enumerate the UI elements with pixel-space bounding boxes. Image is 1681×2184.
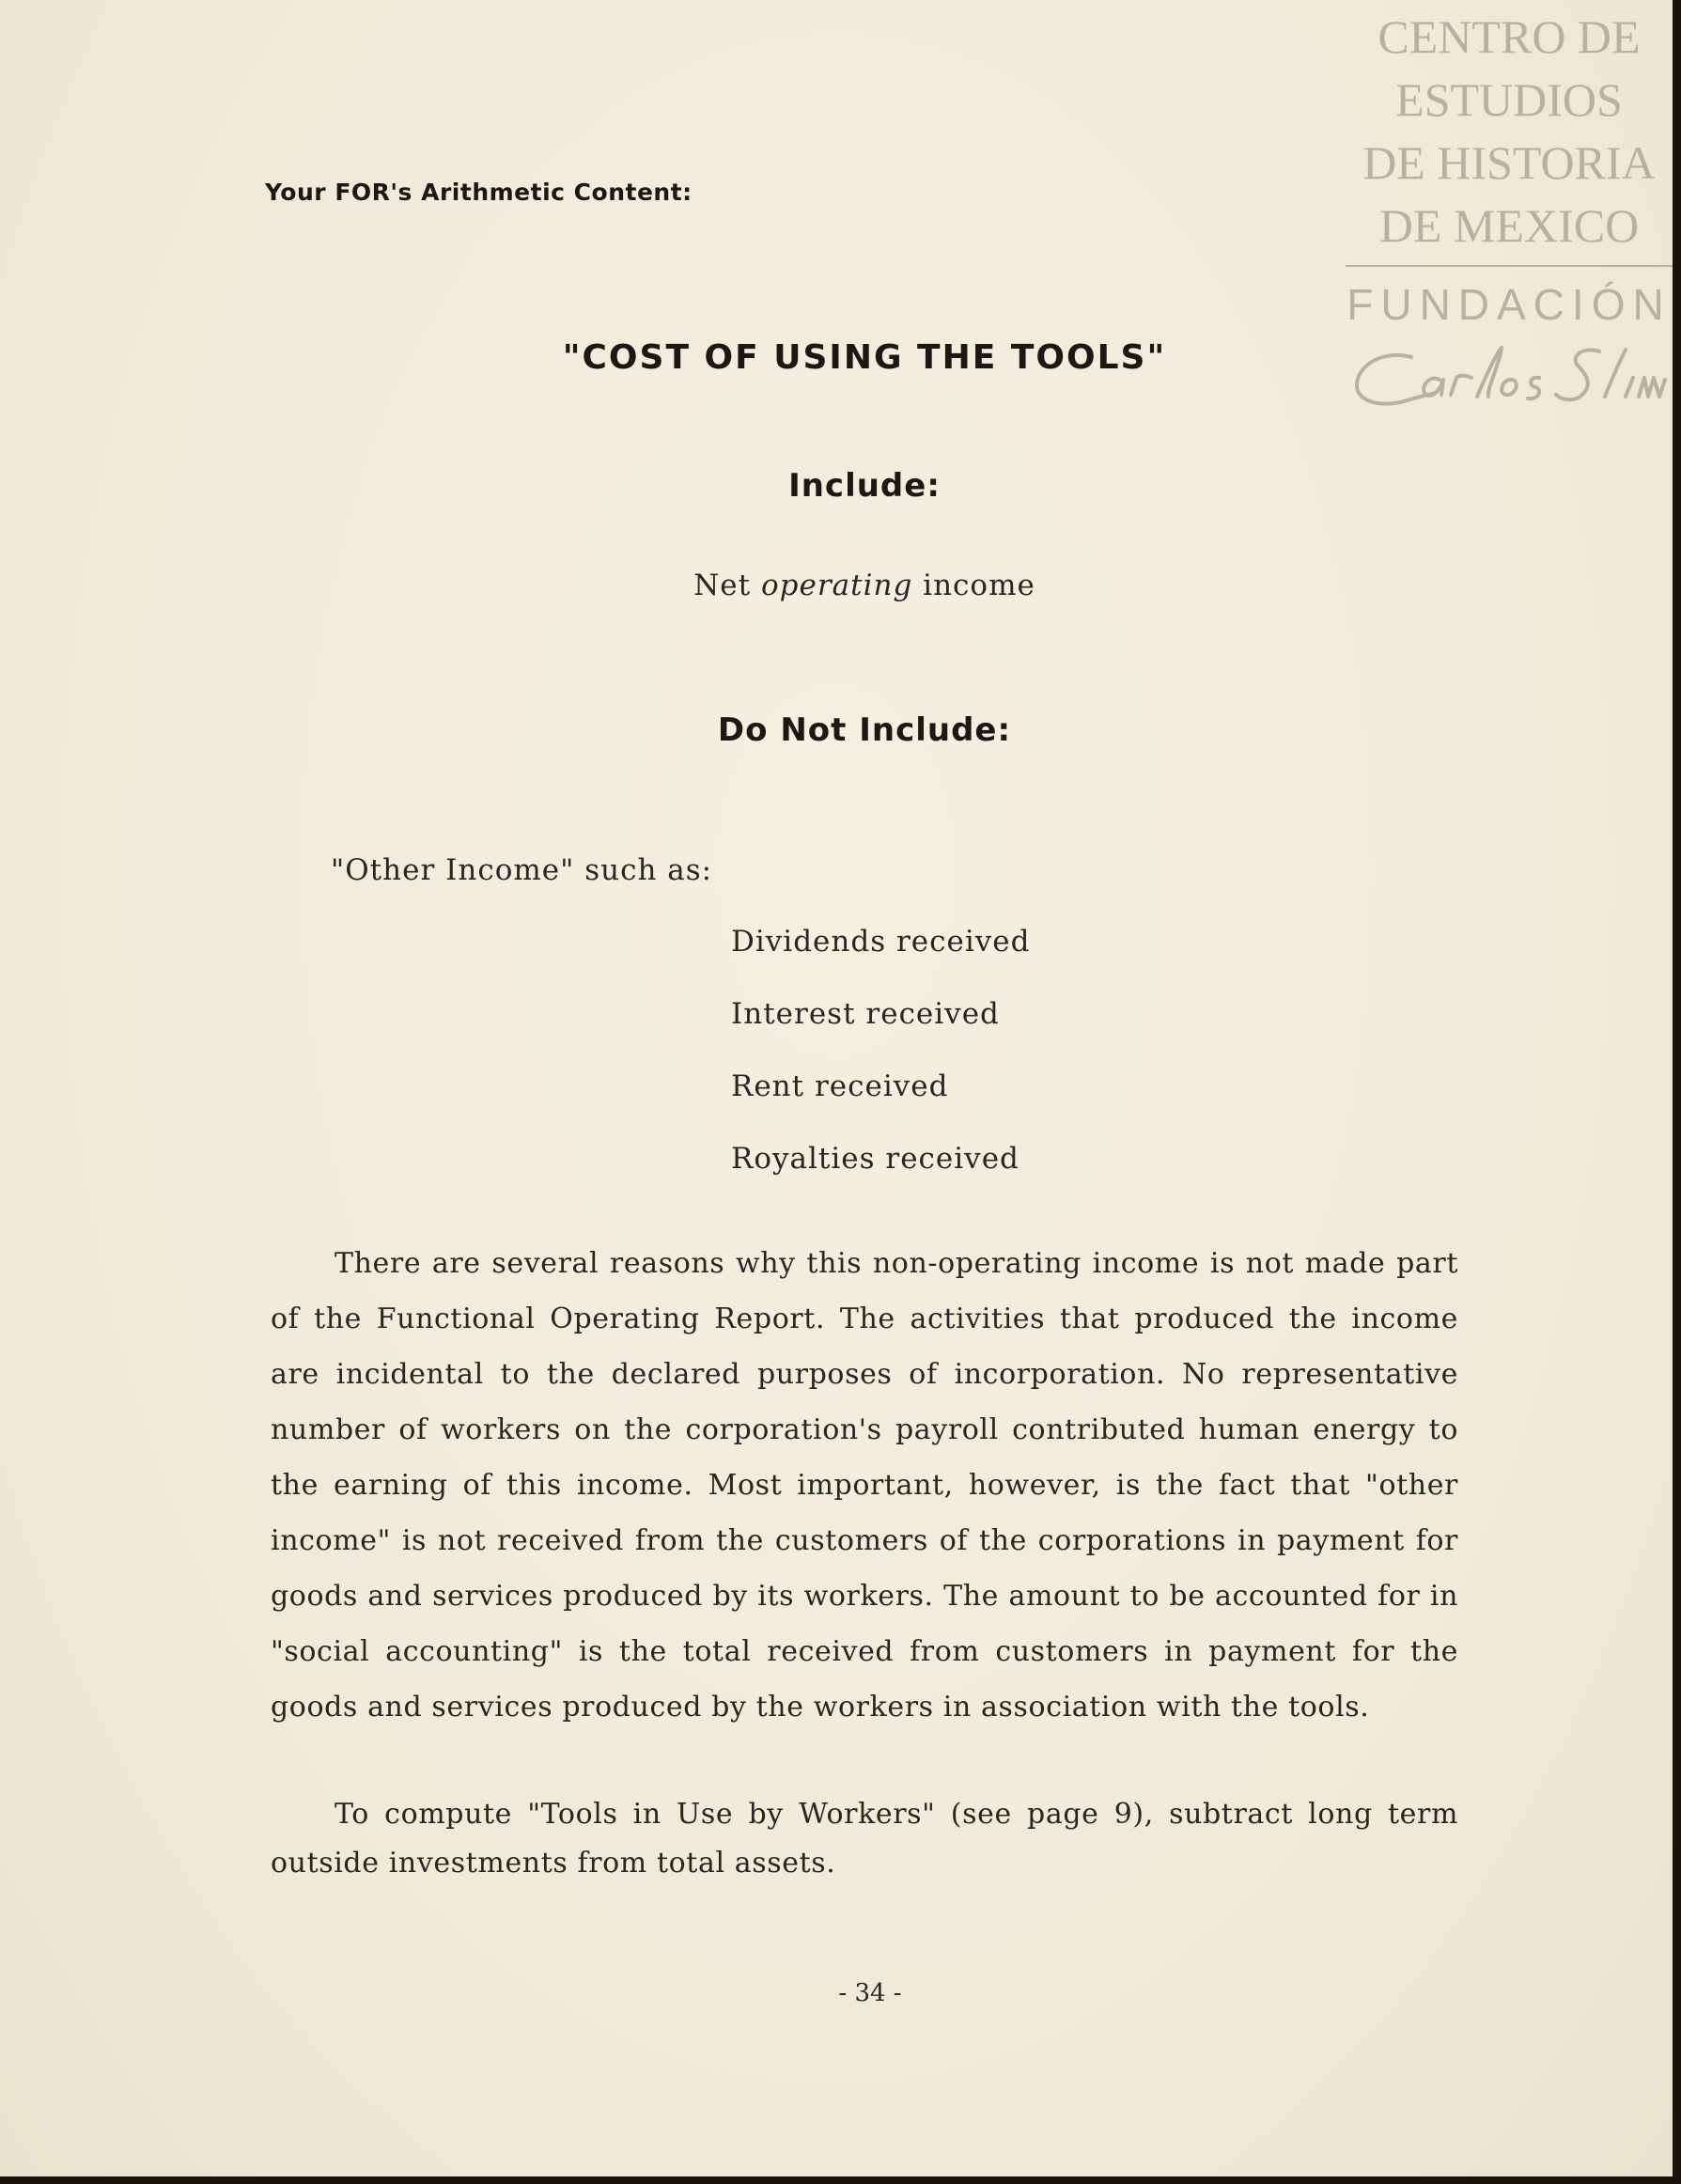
- page-edge-right: [1673, 0, 1681, 2184]
- page-title: "COST OF USING THE TOOLS": [562, 338, 1167, 377]
- page-number: - 34 -: [838, 1979, 902, 2007]
- watermark-foundation: FUNDACIÓN: [1346, 280, 1672, 329]
- list-item: Rent received: [731, 1069, 949, 1103]
- watermark-line: ESTUDIOS: [1395, 73, 1623, 126]
- watermark-line: DE MEXICO: [1378, 199, 1640, 252]
- other-income-intro: "Other Income" such as:: [331, 853, 713, 887]
- include-item-emphasis: operating: [760, 569, 913, 602]
- page-edge-bottom: [0, 2176, 1681, 2184]
- watermark-divider: [1346, 265, 1673, 267]
- signature-logo-icon: [1346, 336, 1673, 426]
- body-paragraph-compute: To compute "Tools in Use by Workers" (see page 9), subtract long term outside investments from total assets.: [271, 1798, 1458, 1880]
- include-heading: Include:: [788, 467, 941, 505]
- include-item-suffix: income: [912, 569, 1035, 602]
- section-label: Your FOR's Arithmetic Content:: [265, 179, 693, 206]
- watermark-line: CENTRO DE: [1377, 10, 1641, 63]
- list-item: Royalties received: [731, 1142, 1019, 1176]
- list-item: Interest received: [731, 997, 1000, 1031]
- do-not-include-heading: Do Not Include:: [717, 711, 1012, 749]
- excluded-income-list: [731, 923, 1030, 1212]
- include-item: [0, 569, 1673, 602]
- archive-watermark: [1346, 6, 1673, 426]
- include-item-prefix: Net: [693, 569, 761, 602]
- watermark-line: DE HISTORIA: [1362, 136, 1656, 189]
- list-item: Dividends received: [731, 925, 1031, 959]
- body-paragraph-reasons: There are several reasons why this non-operating income is not made part of the Functional Operating Report. The activities that produced the income are incidental to the declared purposes of incorporation. No representative number of workers on the corporation's payroll contributed human energy to the earning of this income. Most important, however, is the fact that "other income" is not received from the customers of the corporations in payment for goods and services produced by its workers. The amount to be accounted for in "social accounting" is the total received from customers in payment for the goods and services produced by the workers in association with the tools.: [271, 1247, 1458, 1724]
